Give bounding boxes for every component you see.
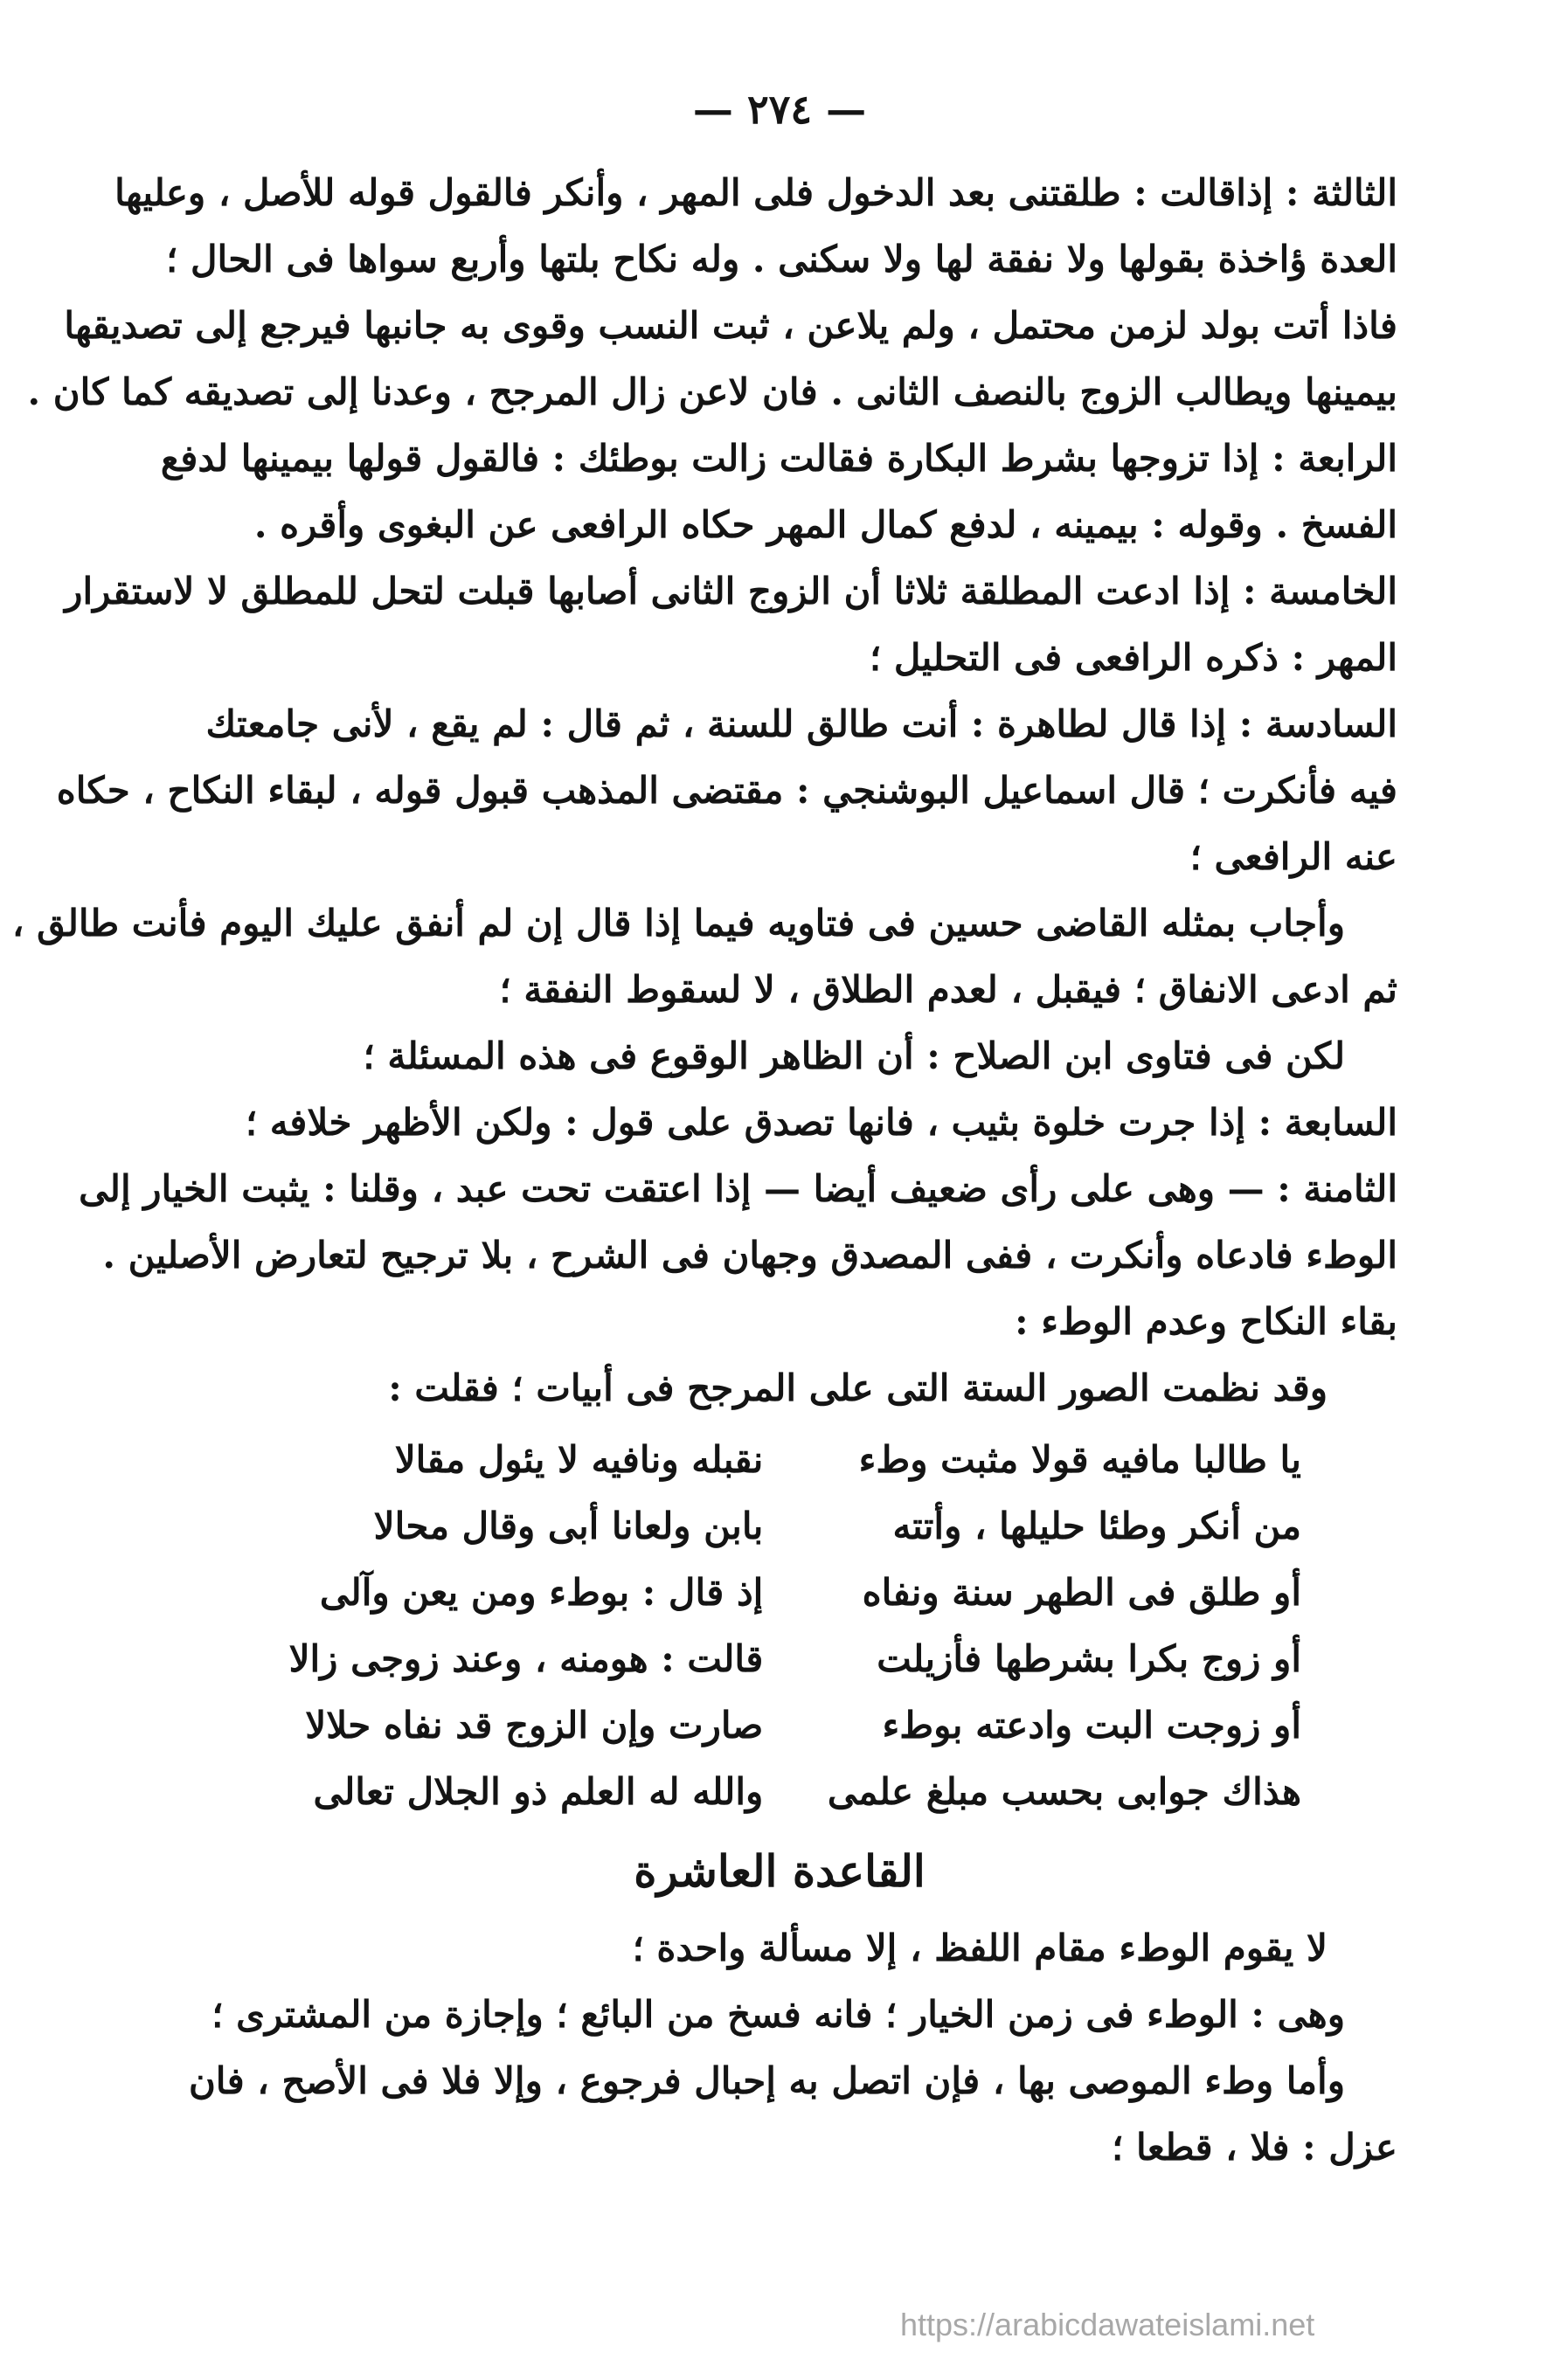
poem-second-hemistich: والله له العلم ذو الجلال تعالى (313, 1770, 764, 1813)
text-line: بقاء النكاح وعدم الوطء : (1015, 1300, 1397, 1343)
poem-second-hemistich: بابن ولعانا أبى وقال محالا (373, 1505, 764, 1547)
poem-verse (267, 1560, 1301, 1626)
text-line: لا يقوم الوطء مقام اللفظ ، إلا مسألة واحدة ؛ (632, 1927, 1328, 1969)
poem-verse (267, 1626, 1301, 1692)
poem-first-hemistich: من أنكر وطئا حليلها ، وأتته (892, 1505, 1301, 1547)
poem-first-hemistich: يا طالبا مافيه قولا مثبت وطء (858, 1438, 1301, 1481)
text-line: الوطء فادعاه وأنكرت ، ففى المصدق وجهان فى الشرح ، بلا ترجيح لتعارض الأصلين . (102, 1234, 1397, 1276)
poem-second-hemistich: صارت وإن الزوج قد نفاه حلالا (305, 1704, 764, 1747)
text-line: لكن فى فتاوى ابن الصلاح : أن الظاهر الوقوع فى هذه المسئلة ؛ (363, 1034, 1345, 1077)
text-line: السابعة : إذا جرت خلوة بثيب ، فانها تصدق على قول : ولكن الأظهر خلافه ؛ (245, 1101, 1397, 1144)
poem (162, 1427, 1397, 1825)
poem-second-hemistich: نقبله ونافيه لا يئول مقالا (394, 1438, 764, 1481)
text-line: بيمينها ويطالب الزوج بالنصف الثانى . فان لاعن زال المرجح ، وعدنا إلى تصديقه كما كان . (27, 370, 1397, 413)
text-line: فاذا أتت بولد لزمن محتمل ، ولم يلاعن ، ثبت النسب وقوى به جانبها فيرجع إلى تصديقها (64, 304, 1397, 347)
page-number: — ٢٧٤ — (692, 86, 867, 133)
text-block-top (27, 160, 1397, 890)
text-line: عنه الرافعى ؛ (1189, 835, 1397, 878)
poem-first-hemistich: هذاك جوابى بحسب مبلغ علمى (827, 1770, 1301, 1813)
text-block-bottom (162, 1915, 1397, 2181)
text-line: السادسة : إذا قال لطاهرة : أنت طالق للسنة ، ثم قال : لم يقع ، لأنى جامعتك (205, 702, 1397, 745)
text-line: الفسخ . وقوله : بيمينه ، لدفع كمال المهر حكاه الرافعى عن البغوى وأقره . (253, 503, 1397, 546)
text-line: العدة ؤاخذة بقولها ولا نفقة لها ولا سكنى . وله نكاح بلتها وأربع سواها فى الحال ؛ (165, 238, 1397, 280)
poem-verse (267, 1759, 1301, 1825)
text-line: وأجاب بمثله القاضى حسين فى فتاويه فيما إذا قال إن لم أنفق عليك اليوم فأنت طالق ، (11, 902, 1345, 944)
text-line: وقد نظمت الصور الستة التى على المرجح فى أبيات ؛ فقلت : (388, 1366, 1328, 1409)
text-line: وهى : الوطء فى زمن الخيار ؛ فانه فسخ من البائع ؛ وإجازة من المشترى ؛ (211, 1993, 1345, 2036)
watermark-url: https://arabicdawateislami.net (900, 2307, 1315, 2342)
poem-first-hemistich: أو زوج بكرا بشرطها فأزيلت (877, 1637, 1301, 1680)
poem-second-hemistich: قالت : هومنه ، وعند زوجى زالا (288, 1637, 764, 1680)
poem-second-hemistich: إذ قال : بوطء ومن يعن وآلى (319, 1571, 764, 1614)
text-line: ثم ادعى الانفاق ؛ فيقبل ، لعدم الطلاق ، لا لسقوط النفقة ؛ (499, 968, 1397, 1011)
text-block-middle (11, 890, 1397, 1422)
poem-first-hemistich: أو طلق فى الطهر سنة ونفاه (862, 1571, 1301, 1614)
poem-verse (267, 1692, 1301, 1759)
section-heading: القاعدة العاشرة (634, 1845, 926, 1897)
text-line: وأما وطء الموصى بها ، فإن اتصل به إحبال فرجوع ، وإلا فلا فى الأصح ، فان (188, 2059, 1345, 2102)
text-line: الثالثة : إذاقالت : طلقتنى بعد الدخول فلى المهر ، وأنكر فالقول قوله للأصل ، وعليها (114, 171, 1397, 214)
text-line: الخامسة : إذا ادعت المطلقة ثلاثا أن الزوج الثانى أصابها قبلت لتحل للمطلق لا لاستقرار (65, 570, 1397, 612)
text-line: الرابعة : إذا تزوجها بشرط البكارة فقالت زالت بوطئك : فالقول قولها بيمينها لدفع (160, 437, 1397, 480)
text-line: المهر : ذكره الرافعى فى التحليل ؛ (869, 636, 1397, 679)
poem-verse (267, 1493, 1301, 1560)
text-line: فيه فأنكرت ؛ قال اسماعيل البوشنجي : مقتضى المذهب قبول قوله ، لبقاء النكاح ، حكاه (56, 769, 1397, 812)
poem-verse (267, 1427, 1301, 1493)
poem-first-hemistich: أو زوجت البت وادعته بوطء (882, 1704, 1301, 1747)
text-line: عزل : فلا ، قطعا ؛ (1112, 2126, 1397, 2169)
text-line: الثامنة : — وهى على رأى ضعيف أيضا — إذا اعتقت تحت عبد ، وقلنا : يثبت الخيار إلى (79, 1167, 1397, 1210)
